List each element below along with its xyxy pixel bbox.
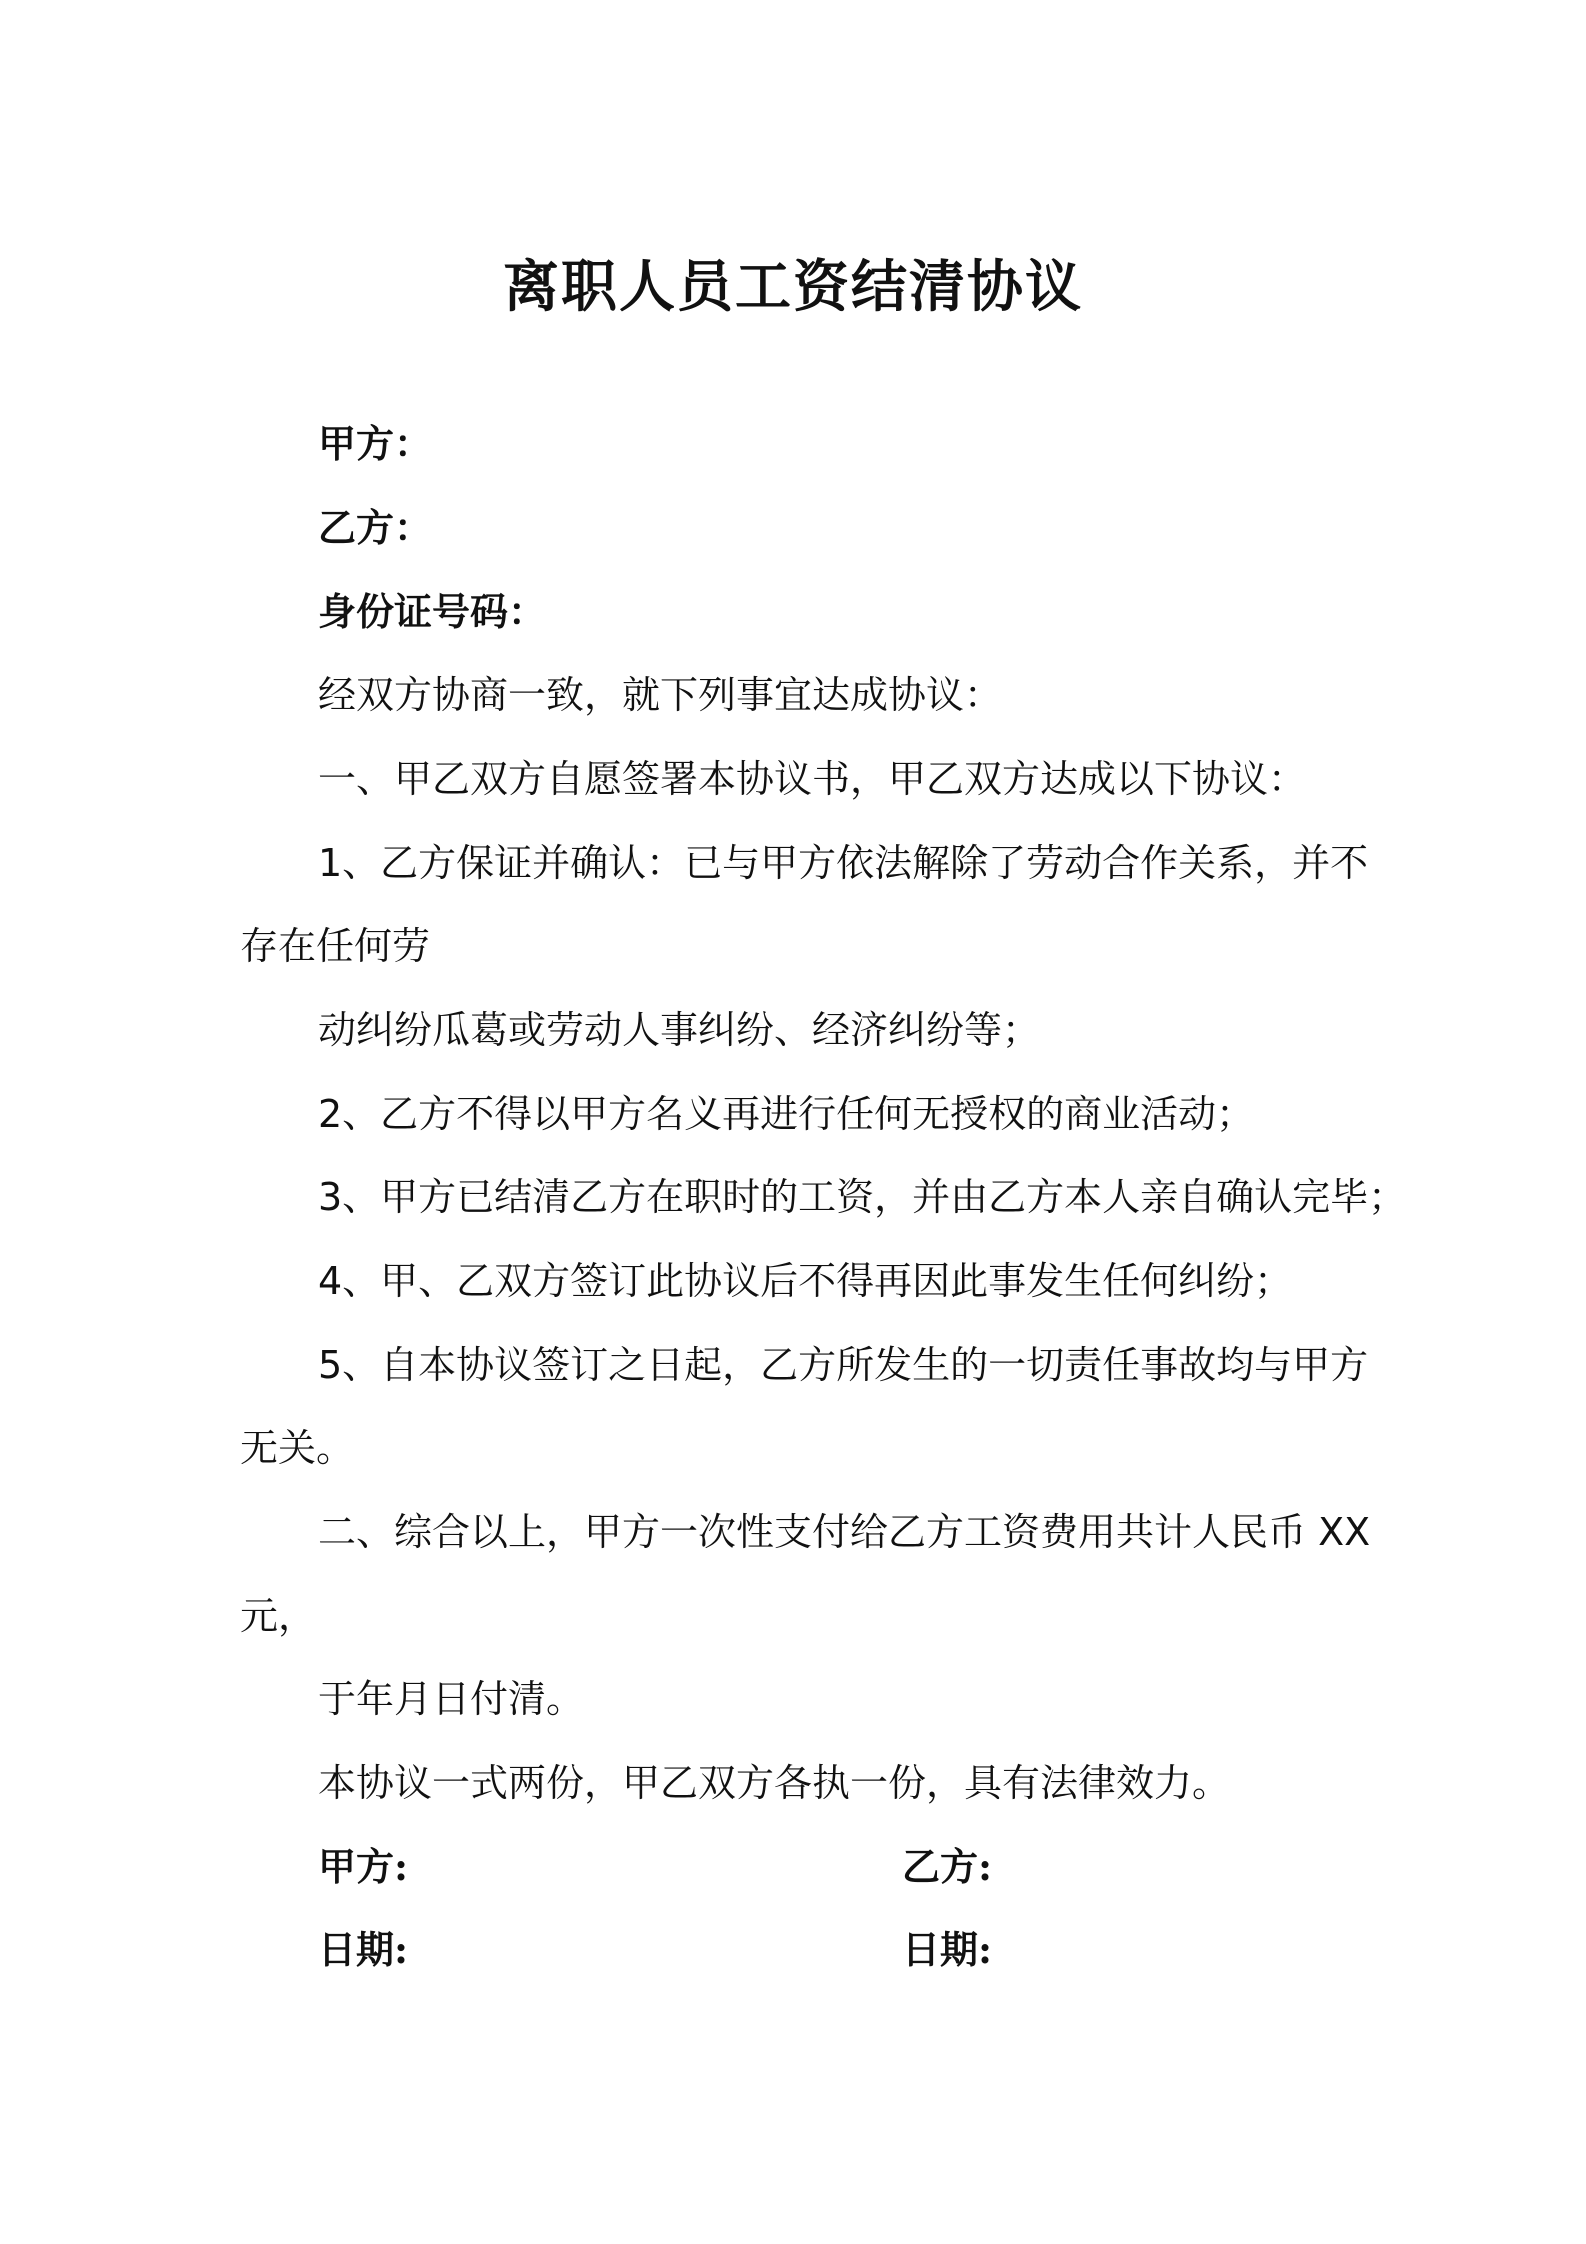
signature-date-a: 日期: [318, 1927, 409, 1972]
intro-text: 经双方协商一致，就下列事宜达成协议： [318, 673, 1003, 717]
section-one-heading: 一、甲乙双方自愿签署本协议书，甲乙双方达成以下协议： [318, 757, 1307, 801]
section-two-line-2: 元， [240, 1594, 317, 1638]
item-1-line-2: 存在任何劳 [240, 924, 431, 968]
item-2: 2、乙方不得以甲方名义再进行任何无授权的商业活动； [318, 1092, 1255, 1136]
section-two-line-1: 二、综合以上，甲方一次性支付给乙方工资费用共计人民币 XX [318, 1510, 1371, 1554]
item-5-line-1: 5、自本协议签订之日起，乙方所发生的一切责任事故均与甲方 [318, 1343, 1369, 1387]
signature-party-a: 甲方: [318, 1844, 409, 1889]
item-3: 3、甲方已结清乙方在职时的工资，并由乙方本人亲自确认完毕； [318, 1175, 1407, 1219]
signature-date-b: 日期: [902, 1927, 993, 1972]
item-4: 4、甲、乙双方签订此协议后不得再因此事发生任何纠纷； [318, 1259, 1293, 1303]
item-1-line-1: 1、乙方保证并确认：已与甲方依法解除了劳动合作关系，并不 [318, 841, 1369, 885]
signature-party-b: 乙方: [902, 1844, 993, 1889]
document-title: 离职人员工资结清协议 [503, 255, 1083, 320]
party-a-field: 甲方： [318, 422, 433, 466]
party-b-field: 乙方： [318, 506, 433, 550]
item-1-line-3: 动纠纷瓜葛或劳动人事纠纷、经济纠纷等； [318, 1008, 1041, 1052]
id-number-field: 身份证号码： [318, 590, 547, 634]
item-5-line-2: 无关。 [240, 1426, 355, 1470]
section-two-line-3: 于年月日付清。 [318, 1677, 585, 1721]
closing-text: 本协议一式两份，甲乙双方各执一份，具有法律效力。 [318, 1761, 1231, 1805]
